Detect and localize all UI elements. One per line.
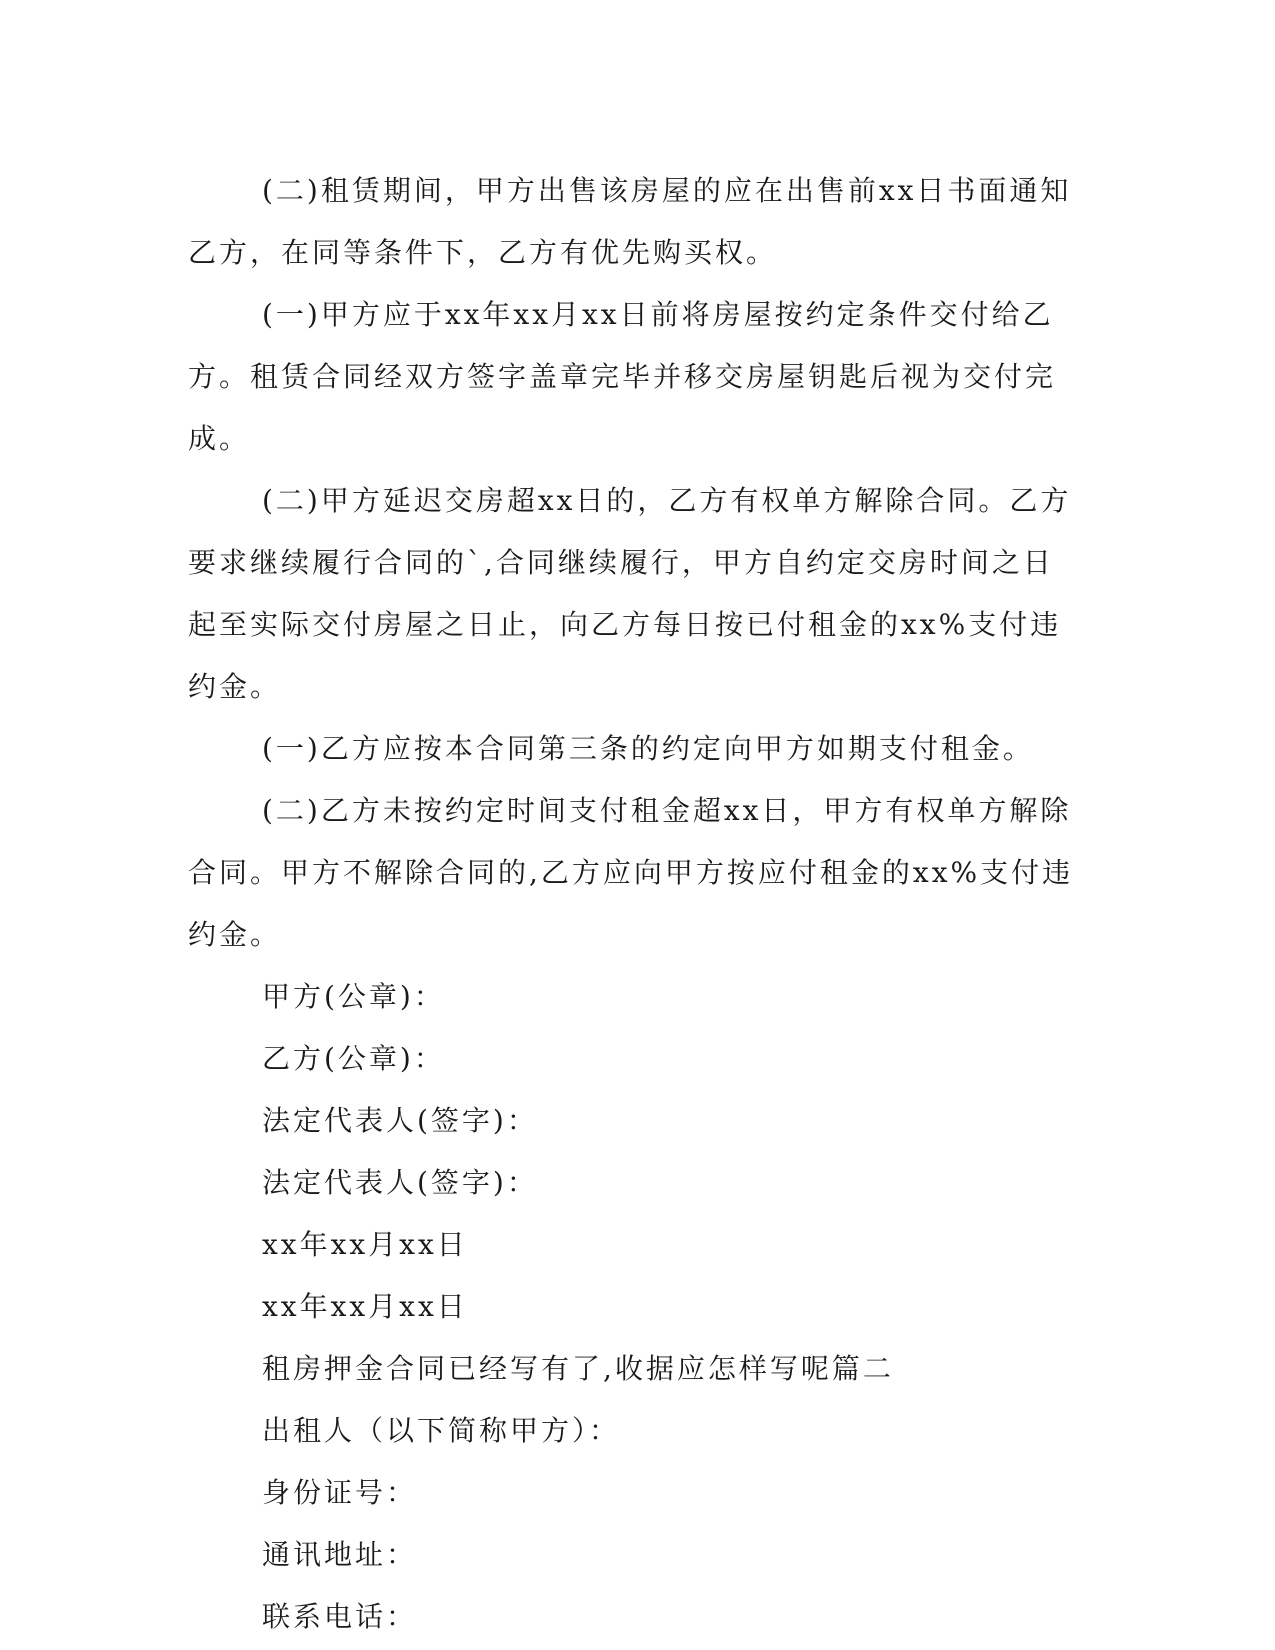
party-a-seal-line: 甲方(公章)：	[262, 980, 445, 1013]
section-heading: 租房押金合同已经写有了,收据应怎样写呢篇二	[262, 1352, 894, 1385]
phone-line: 联系电话：	[262, 1600, 418, 1633]
date-line-b: xx年xx月xx日	[262, 1290, 468, 1323]
legal-representative-a-line: 法定代表人(签字)：	[262, 1104, 538, 1137]
lessor-line: 出租人（以下简称甲方）：	[262, 1414, 621, 1447]
paragraph-late-rent: (二)乙方未按约定时间支付租金超xx日，甲方有权单方解除合同。甲方不解除合同的,乙方应向甲方按应付租金的xx%支付违约金。	[188, 794, 1074, 951]
paragraph-sale-notice: (二)租赁期间，甲方出售该房屋的应在出售前xx日书面通知乙方，在同等条件下，乙方有优先购买权。	[188, 174, 1072, 269]
paragraph-rent-payment: (一)乙方应按本合同第三条的约定向甲方如期支付租金。	[262, 732, 1034, 765]
legal-representative-b-line: 法定代表人(签字)：	[262, 1166, 538, 1199]
date-line-a: xx年xx月xx日	[262, 1228, 468, 1261]
document-body	[188, 160, 1083, 1648]
id-number-line: 身份证号：	[262, 1476, 418, 1509]
address-line: 通讯地址：	[262, 1538, 418, 1571]
paragraph-late-delivery: (二)甲方延迟交房超xx日的，乙方有权单方解除合同。乙方要求继续履行合同的`,合同继续履行，甲方自约定交房时间之日起至实际交付房屋之日止，向乙方每日按已付租金的xx%支付违约金。	[188, 484, 1072, 703]
paragraph-delivery-date: (一)甲方应于xx年xx月xx日前将房屋按约定条件交付给乙方。租赁合同经双方签字盖章完毕并移交房屋钥匙后视为交付完成。	[188, 298, 1057, 455]
party-b-seal-line: 乙方(公章)：	[262, 1042, 445, 1075]
